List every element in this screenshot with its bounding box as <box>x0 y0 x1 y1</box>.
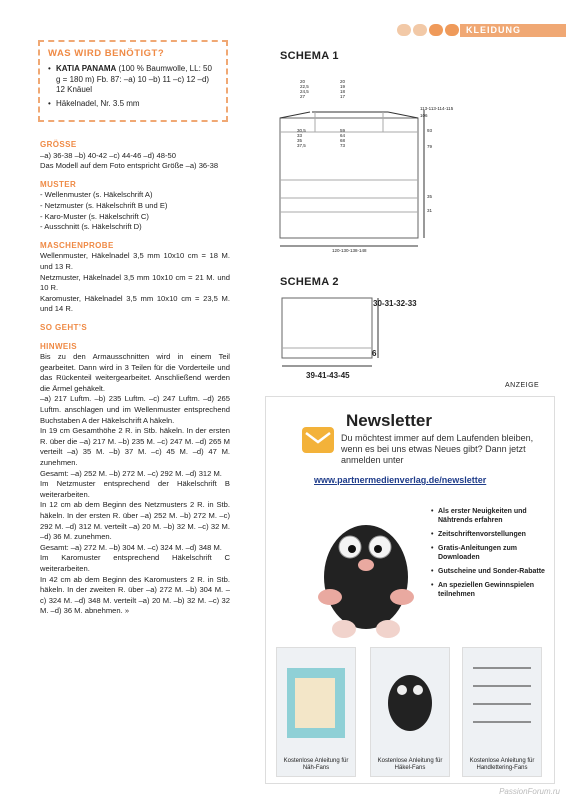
mail-icon <box>302 427 334 453</box>
thumbnail-caption: Kostenlose Anleitung für Näh-Fans <box>283 758 349 771</box>
thumbnail-lettering[interactable] <box>462 647 542 777</box>
dim-label: 17 <box>340 94 346 99</box>
category-label: KLEIDUNG <box>460 24 566 37</box>
benefit-list <box>431 507 551 604</box>
benefit-item: • Gratis-Anleitungen zum Downloaden <box>431 544 551 562</box>
paragraph: –a) 36-38 –b) 40-42 –c) 44-46 –d) 48-50 <box>40 150 176 160</box>
section-heading: SO GEHT’S <box>40 322 88 332</box>
thumbnail-crochet[interactable] <box>370 647 450 777</box>
paragraph: In 42 cm ab dem Beginn des Karomusters 2 R. in Stb. häkeln. In der zweiten R. über –a) 272 M. –b) 304 M. –c) 324 M. –d) 348 M. verteilt –a) 20 M. –b) 32 M. –c) 32 M. –d) 36 M. abnehmen. » <box>40 574 230 616</box>
list-item: - Karo-Muster (s. Häkelschrift C) <box>40 211 149 221</box>
paragraph: In 12 cm ab dem Beginn des Netzmusters 2 R. in Stb. häkeln. In der ersten R. über –a) 252 M. –b) 272 M. –c) 292 M. –d) 312 M. verteilt –a) 20 M. –b) 32 M. –c) 32 M. –d) 36 M. zunehmen. <box>40 500 230 542</box>
page-dot-active <box>445 24 459 36</box>
paragraph: Wellenmuster, Häkelnadel 3,5 mm 10x10 cm = 18 M. und 13 R. <box>40 251 230 271</box>
dim-label: 73 <box>340 143 346 148</box>
schema-2-diagram <box>270 292 450 384</box>
newsletter-title: Newsletter <box>346 411 432 430</box>
paragraph: Das Modell auf dem Foto entspricht Größe –a) 36-38 <box>40 161 219 171</box>
paragraph: Netzmuster, Häkelnadel 3,5 mm 10x10 cm = 21 M. und 10 R. <box>40 272 230 293</box>
paragraph: Gesamt: –a) 252 M. –b) 272 M. –c) 292 M. –d) 312 M. <box>40 468 222 478</box>
dim-label: 35 <box>297 138 303 143</box>
dim-label: 64 <box>340 133 346 138</box>
list-item: - Wellenmuster (s. Häkelschrift A) <box>40 190 153 200</box>
materials-box <box>38 40 228 122</box>
newsletter-text: Du möchtest immer auf dem Laufenden bleiben, wenn es bei uns etwas Neues gibt? Dann jetzt anmelden unter <box>341 433 534 465</box>
crochet-mole-image <box>306 497 426 647</box>
dim-label: 27 <box>300 94 306 99</box>
dim-label: 39-41-43-45 <box>306 371 350 380</box>
paragraph: Im Netzmuster entsprechend der Häkelschrift B weiterarbeiten. <box>40 479 230 499</box>
sewing-image <box>277 648 355 748</box>
dim-label: 33 <box>297 133 303 138</box>
benefit-item: • Zeitschriftenvorstellungen <box>431 530 551 539</box>
dim-label: 30,5 <box>297 128 306 133</box>
paragraph: Karomuster, Häkelnadel 3,5 mm 10x10 cm = 23,5 M. und 14 R. <box>40 293 230 314</box>
dim-label: 106 <box>420 113 428 118</box>
thumbnail-caption: Kostenlose Anleitung für Handlettering-Fans <box>469 758 535 771</box>
page-indicator <box>397 24 459 36</box>
paragraph: Gesamt: –a) 272 M. –b) 304 M. –c) 324 M. –d) 348 M. <box>40 542 222 552</box>
dim-label: 31 <box>427 208 433 213</box>
benefit-item: • Als erster Neuigkeiten und Nähtrends erfahren <box>431 507 551 525</box>
materials-title: WAS WIRD BENÖTIGT? <box>48 48 165 59</box>
page-dot-active <box>429 24 443 36</box>
dim-label: 68 <box>340 138 346 143</box>
dim-label: 120-130-138-148 <box>332 248 367 253</box>
paragraph: –a) 217 Luftm. –b) 235 Luftm. –c) 247 Luftm. –d) 265 Luftm. anschlagen und im Wellenmuster entsprechend Buchstaben A der Häkelschrift A häkeln. <box>40 394 230 425</box>
lettering-image <box>463 648 541 748</box>
paragraph: Bis zu den Armausschnitten wird in einem Teil gearbeitet. Dann wird in 3 Teilen für die Vorderteile und das Rückenteil weitergearbeitet. Anschließend werden die Ärmel gehäkelt. <box>40 352 230 393</box>
paragraph: Im Karomuster entsprechend Häkelschrift C weiterarbeiten. <box>40 553 230 573</box>
materials-item: • KATIA PANAMA (100 % Baumwolle, LL: 50 g = 180 m) Fb. 87: –a) 10 –b) 11 –c) 12 –d) 12 Knäuel <box>48 64 218 96</box>
section-heading: MASCHENPROBE <box>40 240 114 250</box>
section-heading: HINWEIS <box>40 341 78 351</box>
section-heading: MUSTER <box>40 179 77 189</box>
dim-label: 113-113-114-115 <box>420 106 454 111</box>
dim-label: 19 <box>340 84 346 89</box>
dim-label: 20 <box>300 79 306 84</box>
materials-item: • Häkelnadel, Nr. 3.5 mm <box>48 99 218 110</box>
newsletter-ad <box>265 396 555 784</box>
ad-label: ANZEIGE <box>505 382 540 389</box>
page-dot <box>397 24 411 36</box>
section-heading: GRÖSSE <box>40 140 77 149</box>
dim-label: 79 <box>427 144 433 149</box>
dim-label: 37,5 <box>297 143 306 148</box>
schema-1-title: SCHEMA 1 <box>280 50 339 62</box>
dim-label: 6 <box>372 349 377 358</box>
page-dot <box>413 24 427 36</box>
dim-label: 20 <box>340 79 346 84</box>
crochet-image <box>371 648 449 748</box>
benefit-item: • An speziellen Gewinnspielen teilnehmen <box>431 581 551 599</box>
watermark: PassionForum.ru <box>499 787 560 796</box>
dim-label: 22,5 <box>300 84 309 89</box>
dim-label: 35 <box>427 194 433 199</box>
schema-2-title: SCHEMA 2 <box>280 276 339 288</box>
dim-label: 59 <box>340 128 346 133</box>
schema-1-diagram <box>270 70 460 260</box>
dim-label: 24,5 <box>300 89 309 94</box>
list-item: - Ausschnitt (s. Häkelschrift D) <box>40 222 142 232</box>
paragraph: In 19 cm Gesamthöhe 2 R. in Stb. häkeln. In der ersten R. über die –a) 217 M. –b) 235 M. –c) 247 M. –d) 265 M verteilt –a) 35 M. –b) 37 M. –c) 45 M. –d) 47 M. zunehmen. <box>40 426 230 468</box>
dim-label: 18 <box>340 89 346 94</box>
list-item: - Netzmuster (s. Häkelschrift B und E) <box>40 200 168 210</box>
instructions-column <box>40 140 230 617</box>
dim-label: 30-31-32-33 <box>373 299 417 308</box>
newsletter-link[interactable]: www.partnermedienverlag.de/newsletter <box>314 475 487 485</box>
benefit-item: • Gutscheine und Sonder-Rabatte <box>431 567 551 576</box>
thumbnail-caption: Kostenlose Anleitung für Häkel-Fans <box>377 758 443 771</box>
thumbnail-sewing[interactable] <box>276 647 356 777</box>
dim-label: 93 <box>427 128 433 133</box>
